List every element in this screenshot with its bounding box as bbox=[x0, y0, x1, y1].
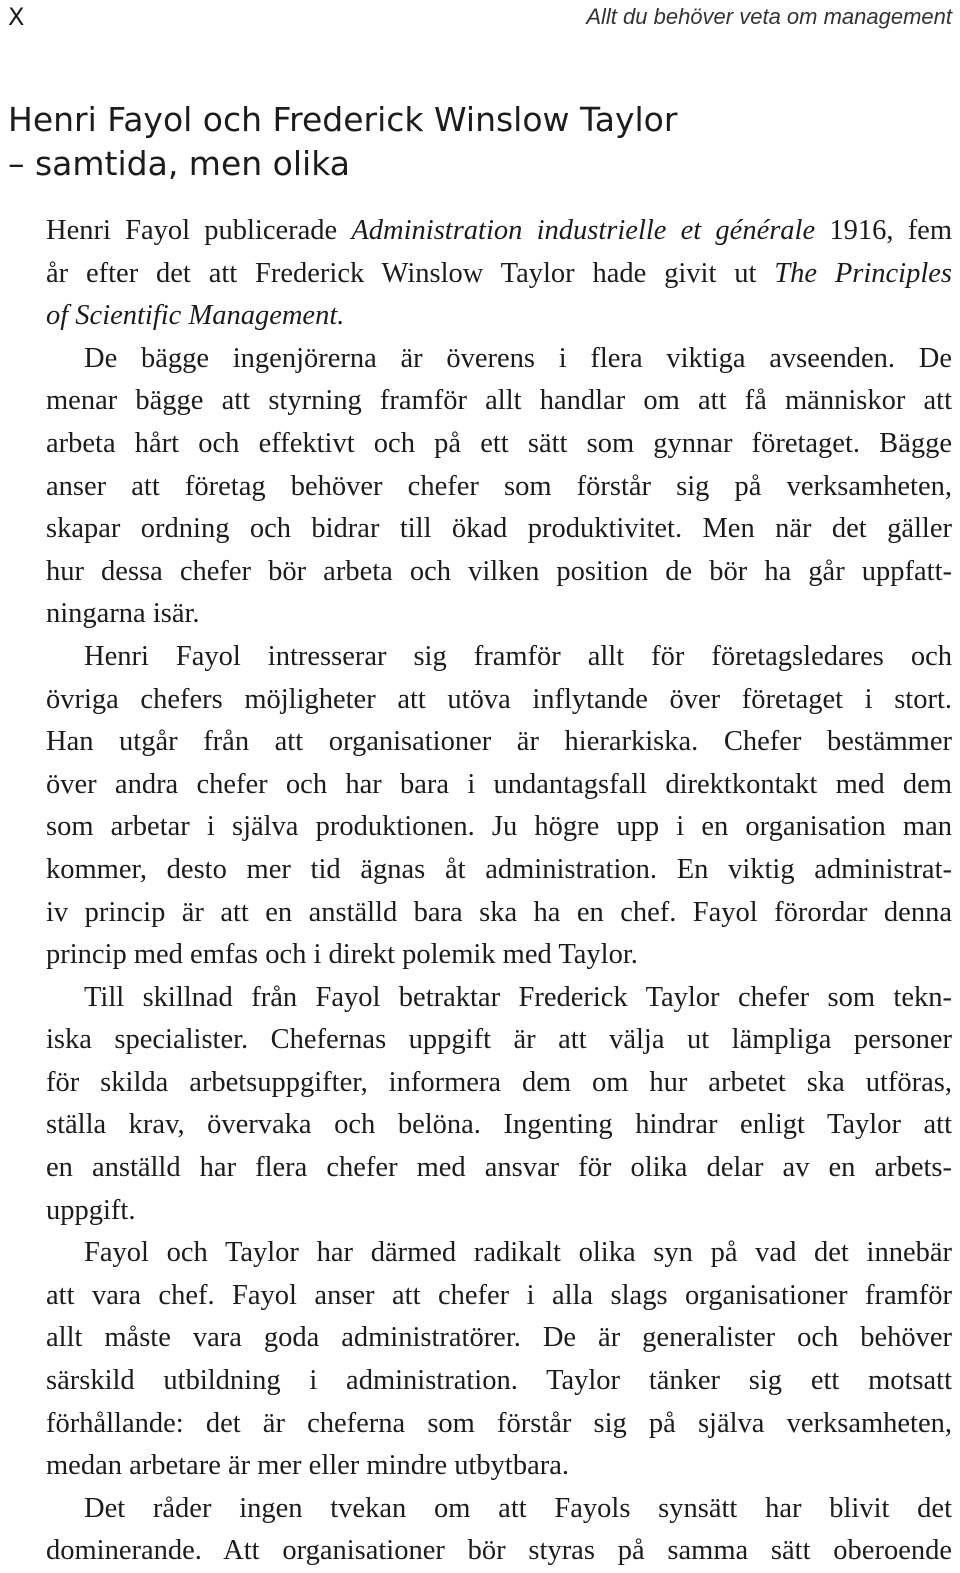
text-run: Han utgår från att organisationer är hierarkiska. Chefer bestämmer bbox=[46, 726, 952, 758]
text-line bbox=[8, 806, 952, 849]
text-run: medan arbetare är mer eller mindre utbytbara. bbox=[46, 1450, 570, 1482]
text-line bbox=[8, 977, 952, 1020]
text-line bbox=[8, 1488, 952, 1531]
text-line bbox=[8, 934, 952, 977]
text-run: att vara chef. Fayol anser att chefer i alla slags organisationer framför bbox=[46, 1279, 952, 1311]
text-line bbox=[8, 295, 952, 338]
text-line bbox=[8, 764, 952, 807]
paragraph bbox=[8, 1488, 952, 1573]
text-line bbox=[8, 1232, 952, 1275]
paragraph bbox=[8, 1232, 952, 1488]
text-run: över andra chefer och har bara i undantagsfall direktkontakt med dem bbox=[46, 768, 952, 800]
text-run: som arbetar i själva produktionen. Ju högre upp i en organisation man bbox=[46, 811, 952, 843]
text-line bbox=[8, 721, 952, 764]
italic-title: of Scientific Management. bbox=[46, 300, 345, 332]
text-run: anser att företag behöver chefer som förstår sig på verksamheten, bbox=[46, 470, 952, 502]
text-line bbox=[8, 253, 952, 296]
text-run: Henri Fayol intresserar sig framför allt för företagsledares och bbox=[84, 640, 952, 672]
text-run: förhållande: det är cheferna som förstår sig på själva verksamheten, bbox=[46, 1407, 952, 1439]
text-run: Henri Fayol publicerade bbox=[46, 215, 352, 246]
text-run: allt måste vara goda administratörer. De är generalister och behöver bbox=[46, 1322, 952, 1354]
paragraph bbox=[8, 977, 952, 1233]
text-line bbox=[8, 1403, 952, 1446]
text-run: för skilda arbetsuppgifter, informera dem om hur arbetet ska utföras, bbox=[46, 1066, 952, 1098]
section-heading-line-2: – samtida, men olika bbox=[8, 144, 350, 183]
paragraph bbox=[8, 210, 952, 338]
running-header bbox=[8, 0, 952, 34]
text-line bbox=[8, 1104, 952, 1147]
text-run: Fayol och Taylor har därmed radikalt olika syn på vad det innebär bbox=[84, 1237, 952, 1269]
text-run: dominerande. Att organisationer bör styras på samma sätt oberoende bbox=[46, 1535, 952, 1567]
section-heading-line-1: Henri Fayol och Frederick Winslow Taylor bbox=[8, 100, 678, 139]
text-run: Det råder ingen tvekan om att Fayols synsätt har blivit det bbox=[84, 1492, 952, 1524]
text-line bbox=[8, 1147, 952, 1190]
text-line bbox=[8, 508, 952, 551]
text-line bbox=[8, 1360, 952, 1403]
text-run: kommer, desto mer tid ägnas åt administration. En viktig administrat- bbox=[46, 853, 952, 885]
body-text bbox=[8, 210, 952, 1573]
text-line bbox=[8, 1445, 952, 1488]
section-heading bbox=[8, 98, 677, 186]
text-line bbox=[8, 338, 952, 381]
text-line bbox=[8, 1317, 952, 1360]
text-run: uppgift. bbox=[46, 1194, 136, 1226]
text-run: arbeta hårt och effektivt och på ett sätt som gynnar företaget. Bägge bbox=[46, 427, 952, 459]
text-run: Till skillnad från Fayol betraktar Frederick Taylor chefer som tekn- bbox=[84, 981, 952, 1013]
text-run: iska specialister. Chefernas uppgift är att välja ut lämpliga personer bbox=[46, 1024, 952, 1056]
text-run: en anställd har flera chefer med ansvar för olika delar av en arbets- bbox=[46, 1152, 952, 1184]
italic-title: Administration industrielle et générale bbox=[351, 215, 816, 246]
text-run: iv princip är att en anställd bara ska ha en chef. Fayol förordar denna bbox=[46, 896, 952, 928]
text-line bbox=[8, 466, 952, 509]
text-line bbox=[8, 1275, 952, 1318]
text-line bbox=[8, 423, 952, 466]
text-line bbox=[8, 636, 952, 679]
text-line bbox=[8, 1062, 952, 1105]
text-line bbox=[8, 1190, 952, 1233]
page-number: X bbox=[8, 3, 26, 31]
text-line bbox=[8, 679, 952, 722]
text-line bbox=[8, 210, 952, 253]
text-line bbox=[8, 551, 952, 594]
text-line bbox=[8, 1530, 952, 1573]
text-line bbox=[8, 1019, 952, 1062]
text-line bbox=[8, 380, 952, 423]
book-title: Allt du behöver veta om management bbox=[586, 4, 952, 29]
text-run: år efter det att Frederick Winslow Taylor hade givit ut bbox=[46, 257, 775, 289]
text-line bbox=[8, 849, 952, 892]
text-run: övriga chefers möjligheter att utöva inflytande över företaget i stort. bbox=[46, 683, 952, 715]
text-run: 1916, fem bbox=[815, 215, 952, 246]
text-run: skapar ordning och bidrar till ökad produktivitet. Men när det gäller bbox=[46, 513, 952, 545]
text-line bbox=[8, 892, 952, 935]
paragraph bbox=[8, 338, 952, 636]
italic-title: The Principles bbox=[774, 257, 952, 289]
text-run: ställa krav, övervaka och belöna. Ingenting hindrar enligt Taylor att bbox=[46, 1109, 952, 1141]
text-run: princip med emfas och i direkt polemik med Taylor. bbox=[46, 939, 638, 971]
text-run: ningarna isär. bbox=[46, 598, 200, 630]
paragraph bbox=[8, 636, 952, 977]
text-run: hur dessa chefer bör arbeta och vilken position de bör ha går uppfatt- bbox=[46, 555, 952, 587]
text-run: särskild utbildning i administration. Taylor tänker sig ett motsatt bbox=[46, 1365, 952, 1397]
text-run: menar bägge att styrning framför allt handlar om att få människor att bbox=[46, 385, 952, 417]
text-line bbox=[8, 593, 952, 636]
text-run: De bägge ingenjörerna är överens i flera viktiga avseenden. De bbox=[84, 342, 952, 374]
